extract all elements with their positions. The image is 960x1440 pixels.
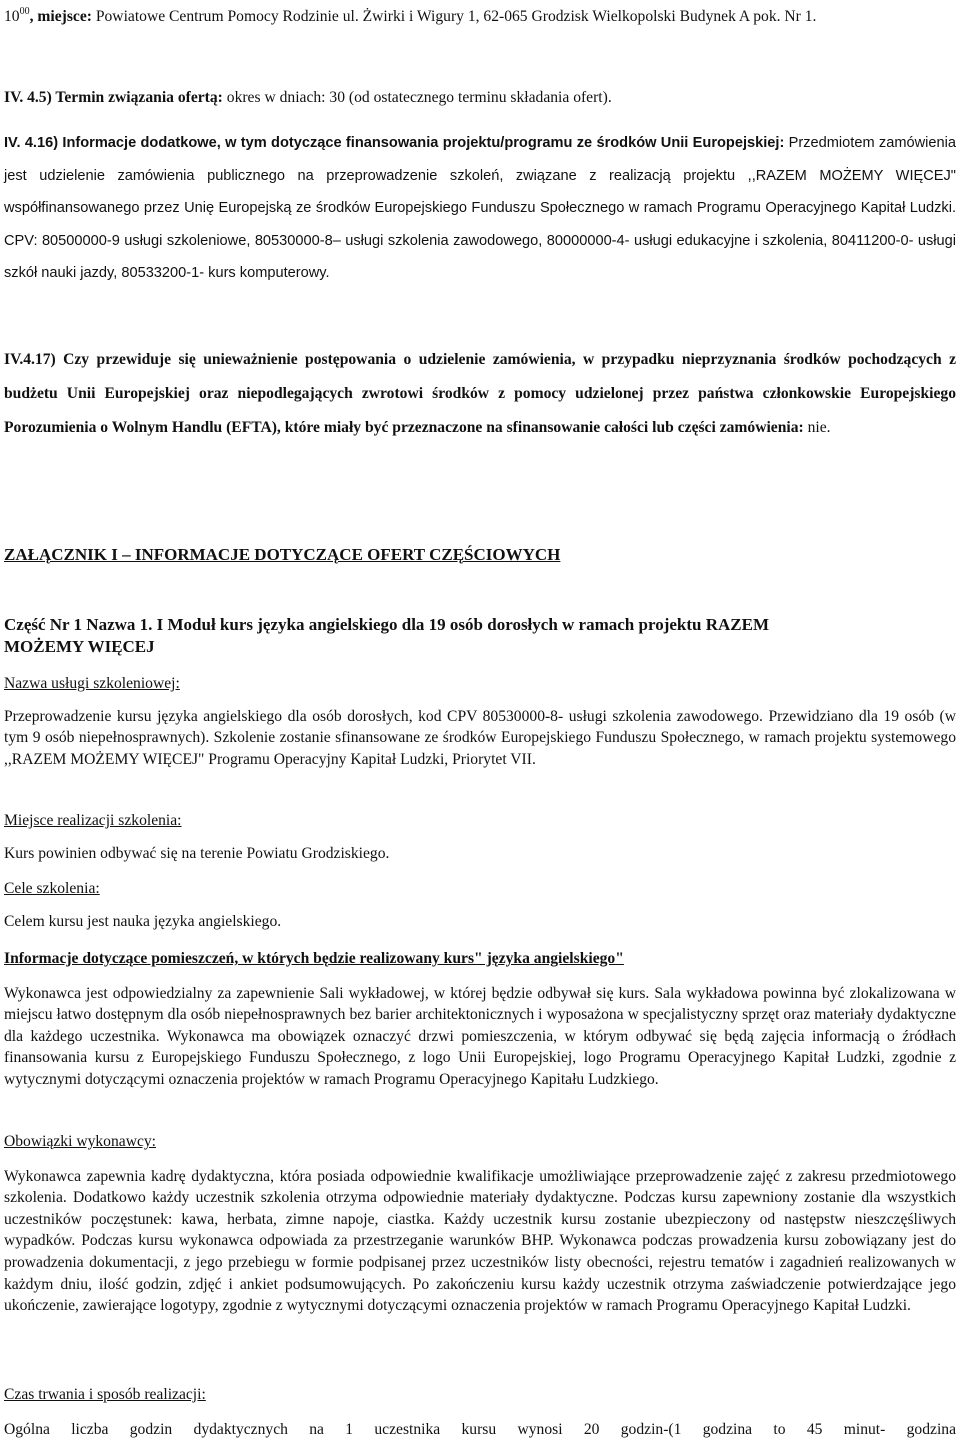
term-value: okres w dniach: 30 (od ostatecznego terminu składania ofert). — [222, 89, 612, 106]
cancellation-value: nie. — [803, 419, 831, 437]
location-address: Powiatowe Centrum Pomocy Rodzinie ul. Żwirki i Wigury 1, 62-065 Grodzisk Wielkopolski Budynek A pok. Nr 1. — [91, 8, 817, 25]
additional-info-label: IV. 4.16) Informacje dodatkowe, w tym dotyczące finansowania projektu/programu ze środków Unii Europejskiej: — [4, 135, 785, 151]
annex-title: ZAŁĄCZNIK I – INFORMACJE DOTYCZĄCE OFERT CZĘŚCIOWYCH — [4, 545, 561, 564]
location-line — [4, 1, 956, 34]
service-name-section — [4, 673, 956, 770]
duties-text: Wykonawca zapewnia kadrę dydaktyczna, która posiada odpowiednie kwalifikacje umożliwiające przeprowadzenie zajęć z zakresu przedmiotowego szkolenia. Dodatkowo każdy uczestnik szkolenia otrzyma odpowiednie materiały dydaktyczne. Podczas kursu zapewniony zostanie dla wszystkich uczestników poczęstunek: kawa, herbata, zimne napoje, ciastka. Każdy uczestnik kursu zostanie ubezpieczony od następstw nieszczęśliwych wypadków. Podczas kursu wykonawca odpowiada za przestrzeganie warunków BHP. Wykonawca podczas prowadzenia kursu zobowiązany jest do prowadzenia dokumentacji, z jego przebiegu w formie podpisanej przez uczestników listy obecności, rejestru tematów i zagadnień realizowanych w każdym dniu, ilość godzin, zdjęć i ankiet podsumowujących. Po zakończeniu kursu każdy uczestnik otrzyma zaświadczenie potwierdzające jego ukończenie, zawierające logotypy, zgodnie z wytycznymi dotyczącymi oznaczenia projektów w ramach Programu Operacyjnego Kapitał Ludzki. — [4, 1167, 956, 1315]
location-heading: Miejsce realizacji szkolenia: — [4, 812, 182, 829]
goals-heading: Cele szkolenia: — [4, 880, 100, 897]
premises-text: Wykonawca jest odpowiedzialny za zapewnienie Sali wykładowej, w której będzie odbywał się kurs. Sala wykładowa powinna być zlokalizowana w miejscu łatwo dostępnym dla osób niepełnosprawnych bez barier architektonicznych i wyposażona w specjalistyczny sprzęt oraz materiały dydaktyczne dla każdego uczestnika. Wykonawca ma obowiązek oznaczyć drzwi pomieszczenia, w którym odbywać się będą zajęcia informacją o źródłach finansowania kursu z Europejskiego Funduszu Społecznego, z logo Unii Europejskiej, logo Programu Operacyjnego Kapitał Ludzki, zgodnie z wytycznymi dotyczącymi oznaczenia projektów w ramach Programu Operacyjnego Kapitału Ludzkiego. — [4, 984, 956, 1088]
service-name-text: Przeprowadzenie kursu języka angielskiego dla osób dorosłych, kod CPV 80530000-8- usługi szkolenia zawodowego. Przewidziano dla 19 osób (w tym 9 osób niepełnosprawnych). Szkolenie zostanie sfinansowane ze środków Europejskiego Funduszu Społecznego, w ramach projektu systemowego ,,RAZEM MOŻEMY WIĘCEJ" Programu Operacyjny Kapitał Ludzki, Priorytet VII. — [4, 707, 956, 768]
additional-info-text: Przedmiotem zamówienia jest udzielenie zamówienia publicznego na przeprowadzenie szkoleń, — [4, 135, 956, 184]
duties-section — [4, 1131, 956, 1317]
lead-number: 10 — [4, 8, 20, 25]
location-text: Kurs powinien odbywać się na terenie Powiatu Grodziskiego. — [4, 844, 390, 862]
part-title — [4, 614, 956, 657]
additional-info-text-2: związane z realizacją projektu ,,RAZEM MOŻEMY WIĘCEJ" współfinansowanego przez Unię Europejską ze środków — [4, 167, 956, 217]
cancellation-section — [4, 343, 956, 446]
additional-info-section — [4, 127, 956, 290]
part-title-line-1: Część Nr 1 Nazwa 1. I Moduł kurs języka angielskiego dla 19 osób dorosłych w ramach projektu RAZEM — [4, 615, 770, 634]
part-title-line-2: MOŻEMY WIĘCEJ — [4, 636, 155, 656]
premises-heading: Informacje dotyczące pomieszczeń, w których będzie realizowany kurs" języka angielskiego" — [4, 950, 624, 967]
goals-text: Celem kursu jest nauka języka angielskiego. — [4, 912, 282, 930]
location-section — [4, 810, 956, 864]
location-label: , miejsce: — [29, 8, 92, 25]
lead-superscript: 00 — [19, 6, 30, 17]
term-label: IV. 4.5) Termin związania ofertą: — [4, 89, 223, 106]
duration-heading: Czas trwania i sposób realizacji: — [4, 1386, 206, 1403]
duration-text: Ogólna liczba godzin dydaktycznych na 1 uczestnika kursu wynosi 20 godzin-(1 godzina to 45 minut- godzina — [4, 1420, 956, 1438]
additional-info-text-3: Europejskiego Funduszu Społecznego w ramach Programu Operacyjnego Kapitał Ludzki. CPV: 80500000-9 usługi szkoleniowe, 80530000-8– usługi szkolenia zawodowego, 80000000-4- usługi edukacyjne i szkolenia, 80411200-0- usługi szkół nauki jazdy, 80533200-1- kurs komputerowy. — [4, 200, 956, 282]
cancellation-label: IV.4.17) Czy przewiduje się unieważnienie postępowania o udzielenie zamówienia, w przypadku nieprzyznania środków pochodzących z budżetu Unii Europejskiej oraz niepodlegających zwrotowi środków z pomocy udzielonej przez państwa członkowskie Europejskiego Porozumienia o Wolnym Handlu (EFTA), które miały być przeznaczone na sfinansowanie całości lub części zamówienia: — [4, 351, 956, 437]
duration-section — [4, 1384, 956, 1440]
duties-heading: Obowiązki wykonawcy: — [4, 1133, 157, 1150]
term-line — [4, 87, 956, 109]
service-name-heading: Nazwa usługi szkoleniowej: — [4, 675, 180, 692]
premises-section — [4, 948, 956, 1091]
goals-section — [4, 878, 956, 932]
